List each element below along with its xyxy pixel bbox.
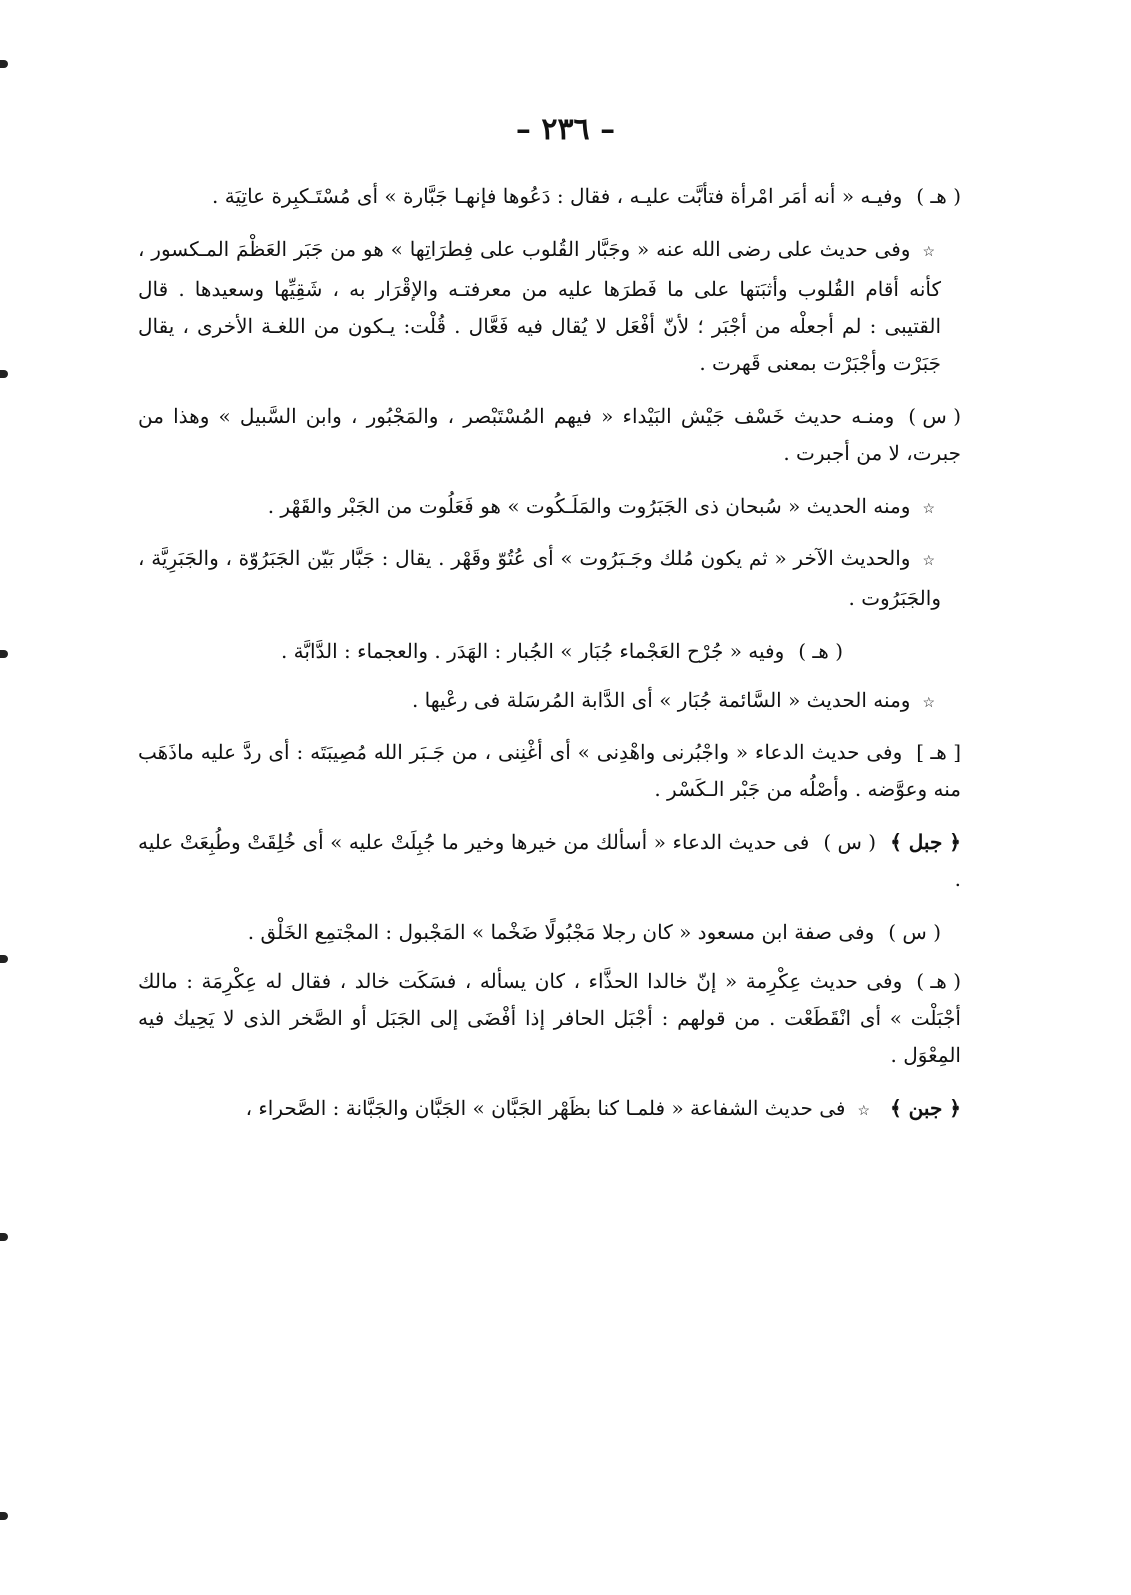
paragraph bbox=[138, 1090, 993, 1130]
paragraph-text: وفى صفة ابن مسعود « كان رجلا مَجْبُولًا ضَخْما » المَجْبول : المجْتمِع الخَلْق . bbox=[247, 920, 875, 944]
scan-mark bbox=[0, 1512, 8, 1520]
source-tag: ( س ) bbox=[908, 404, 961, 428]
source-tag: [ هـ ] bbox=[916, 740, 961, 764]
paragraph bbox=[138, 824, 993, 898]
paragraph-text: وفى حديث عِكْرِمة « إنّ خالدا الحذَّاء ، كان يسأله ، فسَكَت خالد ، فقال له عِكْرِمَة : مالك أجْبَلْت » أى انْقَطَعْت . من قولهم : أجْبَل الحافر إذا أفْضَى إلى الجَبَل أو الصَّخر الذى لا يَحِيك فيه المِعْوَل . bbox=[138, 969, 961, 1067]
scan-mark bbox=[0, 1233, 8, 1241]
paragraph-text: ومنه الحديث « السَّائمة جُبَار » أى الدَّابة المُرسَلة فى رعْيها . bbox=[411, 688, 911, 712]
scan-mark bbox=[0, 370, 8, 378]
paragraph-text: ومنـه حديث خَسْف جَيْش البَيْداء « فيهم المُسْتَبْصر ، والمَجْبُور ، وابن السَّبيل » وهذا من جبرت، لا من أجبرت . bbox=[138, 404, 961, 465]
scan-mark bbox=[0, 650, 8, 658]
source-tag: ( هـ ) bbox=[916, 184, 961, 208]
paragraph bbox=[138, 682, 993, 722]
paragraph-text: فى حديث الشفاعة « فلمـا كنا بظَهْر الجَبَّان » الجَبَّان والجَبَّانة : الصَّحراء ، bbox=[245, 1096, 846, 1120]
paragraph-text: فى حديث الدعاء « أسألك من خيرها وخير ما جُبِلَتْ عليه » أى خُلِقَتْ وطُبِعَتْ عليه . bbox=[138, 830, 961, 891]
paragraph bbox=[138, 734, 993, 808]
scan-mark bbox=[0, 60, 8, 68]
source-tag: ( س ) bbox=[888, 920, 941, 944]
star-icon: ☆ bbox=[922, 501, 935, 517]
star-icon: ☆ bbox=[922, 244, 935, 260]
source-tag: ( هـ ) bbox=[798, 639, 843, 663]
paragraph bbox=[138, 231, 993, 382]
star-icon: ☆ bbox=[857, 1103, 870, 1119]
entry-heading: ﴿ جبن ﴾ bbox=[890, 1096, 961, 1120]
paragraph bbox=[138, 540, 993, 617]
paragraph-text: وفيه « جُرْح العَجْماء جُبَار » الجُبار : الهَدَر . والعجماء : الدَّابَّة . bbox=[280, 639, 785, 663]
page-number: – ٢٣٦ – bbox=[515, 112, 616, 147]
star-icon: ☆ bbox=[922, 695, 935, 711]
paragraph bbox=[138, 914, 993, 951]
paragraph bbox=[138, 398, 993, 472]
source-tag: ( س ) bbox=[823, 830, 877, 854]
paragraph-text: وفيـه « أنه أمَر امْرأة فتأبَّت عليـه ، فقال : دَعُوها فإنهـا جَبَّارة » أى مُسْتَـكبِرة عاتِيَة . bbox=[212, 184, 903, 208]
entry-heading: ﴿ جبل ﴾ bbox=[890, 830, 961, 854]
source-tag: ( هـ ) bbox=[916, 969, 961, 993]
paragraph-text: وفى حديث على رضى الله عنه « وجَبَّار القُلوب على فِطرَاتِها » هو من جَبَر العَظْمَ المـكسور ، كأنه أقام القُلوب وأثبَتها على ما فَطرَها عليه من معرفتـه والإقْرَار به ، شَقِيِّها وسعيدها . قال القتيبى : لم أجعلْه من أجْبَر ؛ لأنّ أفْعَل لا يُقال فيه فَعَّال . قُلْت: يـكون من اللغـة الأخرى ، يقال جَبَرْت وأجْبَرْت بمعنى قَهرت . bbox=[138, 237, 941, 375]
text-body bbox=[138, 178, 993, 1146]
paragraph-text: ومنه الحديث « سُبحان ذى الجَبَرُوت والمَلَـكُوت » هو فَعَلُوت من الجَبْر والقَهْر . bbox=[267, 494, 911, 518]
star-icon: ☆ bbox=[922, 553, 935, 569]
paragraph bbox=[138, 488, 993, 528]
paragraph-text: وفى حديث الدعاء « واجْبُرنى واهْدِنى » أى أغْنِنى ، من جَـبَر الله مُصِيبَتَه : أى ردَّ عليه ماذَهَب منه وعوَّضه . وأصْلُه من جَبْر الـكَسْر . bbox=[138, 740, 961, 801]
paragraph bbox=[138, 178, 993, 215]
paragraph bbox=[138, 963, 993, 1074]
paragraph bbox=[138, 633, 993, 670]
paragraph-text: والحديث الآخر « ثم يكون مُلك وجَـبَرُوت » أى عُتُوّ وقَهْر . يقال : جَبَّار بَيّن الجَبَرُوّة ، والجَبَرِيَّة ، والجَبَرُوت . bbox=[138, 546, 941, 610]
scan-mark bbox=[0, 955, 8, 963]
